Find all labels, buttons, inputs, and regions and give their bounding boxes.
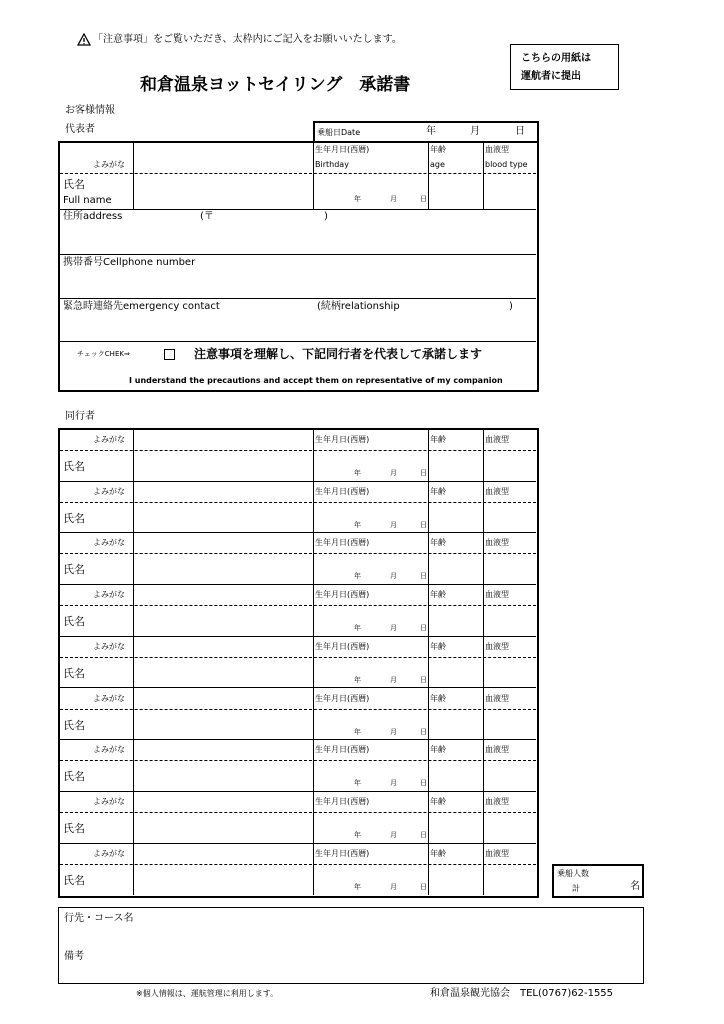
agree-checkbox[interactable] xyxy=(164,349,175,360)
relation-open: (続柄relationship xyxy=(317,301,400,312)
companion-name-label: 氏名 xyxy=(63,615,85,629)
companion-blood-label: 血液型 xyxy=(485,435,509,444)
submit-box xyxy=(510,44,619,90)
companion-row xyxy=(60,689,536,741)
companion-date-year: 年 xyxy=(354,779,361,788)
companion-name-label: 氏名 xyxy=(63,563,85,577)
boarding-date-label: 乗船日Date xyxy=(317,128,361,137)
rep-date-month: 月 xyxy=(390,195,397,203)
representative-table xyxy=(58,141,539,392)
rep-date-year: 年 xyxy=(354,195,361,203)
boarding-date-month[interactable]: 月 xyxy=(470,126,480,137)
companion-birthday-label: 生年月日(西暦) xyxy=(315,435,370,444)
companion-furigana-label: よみがな xyxy=(93,486,125,496)
customer-section-label: お客様情報 xyxy=(65,105,115,116)
companion-date-day: 日 xyxy=(420,830,427,839)
companion-birthday-label: 生年月日(西暦) xyxy=(315,486,370,496)
companion-name-label: 氏名 xyxy=(63,511,85,525)
companion-birthday-label: 生年月日(西暦) xyxy=(315,590,370,600)
companion-age-label: 年齢 xyxy=(430,796,446,806)
companion-date-month: 月 xyxy=(390,469,397,477)
companion-table xyxy=(58,428,539,898)
companion-date-month: 月 xyxy=(390,675,397,684)
companion-age-label: 年齢 xyxy=(430,848,446,858)
companion-date-month: 月 xyxy=(390,882,397,891)
companion-blood-label: 血液型 xyxy=(485,641,509,651)
passenger-count-box xyxy=(552,864,644,898)
remarks-label: 備考 xyxy=(64,951,84,962)
organization-contact: 和倉温泉観光協会 TEL(0767)62-1555 xyxy=(430,988,614,999)
companion-age-label: 年齢 xyxy=(430,745,446,755)
companion-birthday-label: 生年月日(西暦) xyxy=(315,538,370,548)
companion-name-label: 氏名 xyxy=(63,873,85,887)
companion-date-year: 年 xyxy=(354,520,361,529)
companion-furigana-label: よみがな xyxy=(93,538,125,548)
companion-birthday-label: 生年月日(西暦) xyxy=(315,641,370,651)
postal-open: (〒 xyxy=(200,211,214,222)
companion-row xyxy=(60,585,536,637)
companion-birthday-label: 生年月日(西暦) xyxy=(315,796,370,806)
companion-row xyxy=(60,533,536,585)
companion-date-year: 年 xyxy=(354,830,361,839)
companion-date-month: 月 xyxy=(390,830,397,839)
companion-furigana-label: よみがな xyxy=(93,745,125,755)
companion-furigana-label: よみがな xyxy=(93,848,125,858)
passenger-count-label: 乗船人数 xyxy=(557,869,589,878)
companion-blood-label: 血液型 xyxy=(485,590,509,600)
companion-name-label: 氏名 xyxy=(63,460,85,473)
companion-date-month: 月 xyxy=(390,779,397,788)
companion-birthday-label: 生年月日(西暦) xyxy=(315,848,370,858)
page-title: 和倉温泉ヨットセイリング 承諾書 xyxy=(140,75,411,95)
companion-age-label: 年齢 xyxy=(430,486,446,496)
companion-label: 同行者 xyxy=(65,411,95,422)
boarding-date-day[interactable]: 日 xyxy=(515,126,525,137)
companion-date-day: 日 xyxy=(420,675,427,684)
warning-triangle-icon xyxy=(77,33,91,46)
companion-name-label: 氏名 xyxy=(63,666,85,680)
companion-blood-label: 血液型 xyxy=(485,745,509,755)
companion-blood-label: 血液型 xyxy=(485,486,509,496)
companion-row xyxy=(60,844,536,896)
emergency-label: 緊急時連絡先emergency contact xyxy=(63,301,220,312)
companion-date-year: 年 xyxy=(354,624,361,633)
companion-date-day: 日 xyxy=(420,572,427,581)
companion-date-year: 年 xyxy=(354,469,361,477)
rep-blood-label: 血液型 xyxy=(485,145,509,154)
rep-birthday-label: 生年月日(西暦) xyxy=(315,145,370,154)
destination-label: 行先・コース名 xyxy=(64,913,134,924)
submit-box-line2: 運航者に提出 xyxy=(521,71,581,82)
companion-date-month: 月 xyxy=(390,572,397,581)
companion-furigana-label: よみがな xyxy=(93,590,125,600)
companion-date-month: 月 xyxy=(390,727,397,736)
companion-date-year: 年 xyxy=(354,882,361,891)
companion-blood-label: 血液型 xyxy=(485,848,509,858)
address-label: 住所address xyxy=(63,211,123,222)
companion-date-month: 月 xyxy=(390,520,397,529)
phone-label: 携帯番号Cellphone number xyxy=(63,257,196,268)
companion-birthday-label: 生年月日(西暦) xyxy=(315,745,370,755)
postal-close: ) xyxy=(324,211,328,222)
companion-row xyxy=(60,792,536,844)
companion-furigana-label: よみがな xyxy=(93,435,125,444)
companion-row xyxy=(60,482,536,534)
companion-blood-label: 血液型 xyxy=(485,693,509,703)
companion-birthday-label: 生年月日(西暦) xyxy=(315,693,370,703)
companion-date-day: 日 xyxy=(420,469,427,477)
passenger-count-total: 計 xyxy=(572,884,580,893)
companion-furigana-label: よみがな xyxy=(93,693,125,703)
rep-furigana-label: よみがな xyxy=(93,160,125,169)
companion-name-label: 氏名 xyxy=(63,770,85,784)
course-box xyxy=(58,907,644,984)
representative-label: 代表者 xyxy=(65,124,95,135)
companion-date-year: 年 xyxy=(354,572,361,581)
companion-age-label: 年齢 xyxy=(430,590,446,600)
companion-furigana-label: よみがな xyxy=(93,641,125,651)
submit-box-line1: こちらの用紙は xyxy=(521,53,591,64)
companion-date-year: 年 xyxy=(354,675,361,684)
companion-name-label: 氏名 xyxy=(63,718,85,732)
companion-age-label: 年齢 xyxy=(430,538,446,548)
rep-blood-en: blood type xyxy=(485,160,528,169)
boarding-date-year[interactable]: 年 xyxy=(426,126,436,137)
agree-text-en: I understand the precautions and accept them on representative of my companion xyxy=(129,376,503,385)
notice-text: 「注意事項」をご覧いただき、太枠内にご記入をお願いいたします。 xyxy=(93,34,402,45)
companion-row xyxy=(60,740,536,792)
companion-blood-label: 血液型 xyxy=(485,538,509,548)
rep-name-en: Full name xyxy=(63,195,112,206)
companion-furigana-label: よみがな xyxy=(93,796,125,806)
companion-date-day: 日 xyxy=(420,727,427,736)
rep-age-label: 年齢 xyxy=(430,145,446,154)
companion-date-year: 年 xyxy=(354,727,361,736)
rep-birthday-en: Birthday xyxy=(315,160,349,169)
rep-date-day: 日 xyxy=(420,195,427,203)
boarding-date-box xyxy=(313,121,539,143)
companion-date-day: 日 xyxy=(420,882,427,891)
relation-close: ) xyxy=(509,301,513,312)
companion-age-label: 年齢 xyxy=(430,641,446,651)
rep-age-en: age xyxy=(430,160,445,169)
companion-row xyxy=(60,637,536,689)
passenger-count-unit: 名 xyxy=(630,881,640,892)
privacy-note: ※個人情報は、運航管理に利用します。 xyxy=(136,989,279,998)
companion-date-month: 月 xyxy=(390,624,397,633)
companion-name-label: 氏名 xyxy=(63,821,85,835)
companion-blood-label: 血液型 xyxy=(485,796,509,806)
companion-date-day: 日 xyxy=(420,520,427,529)
companion-date-day: 日 xyxy=(420,624,427,633)
companion-row xyxy=(60,430,536,482)
companion-age-label: 年齢 xyxy=(430,435,446,444)
rep-name-label: 氏名 xyxy=(63,178,85,191)
companion-age-label: 年齢 xyxy=(430,693,446,703)
companion-date-day: 日 xyxy=(420,779,427,788)
check-label: チェックCHEK⇒ xyxy=(77,350,130,358)
agree-text-jp: 注意事項を理解し、下記同行者を代表して承諾します xyxy=(194,347,483,361)
